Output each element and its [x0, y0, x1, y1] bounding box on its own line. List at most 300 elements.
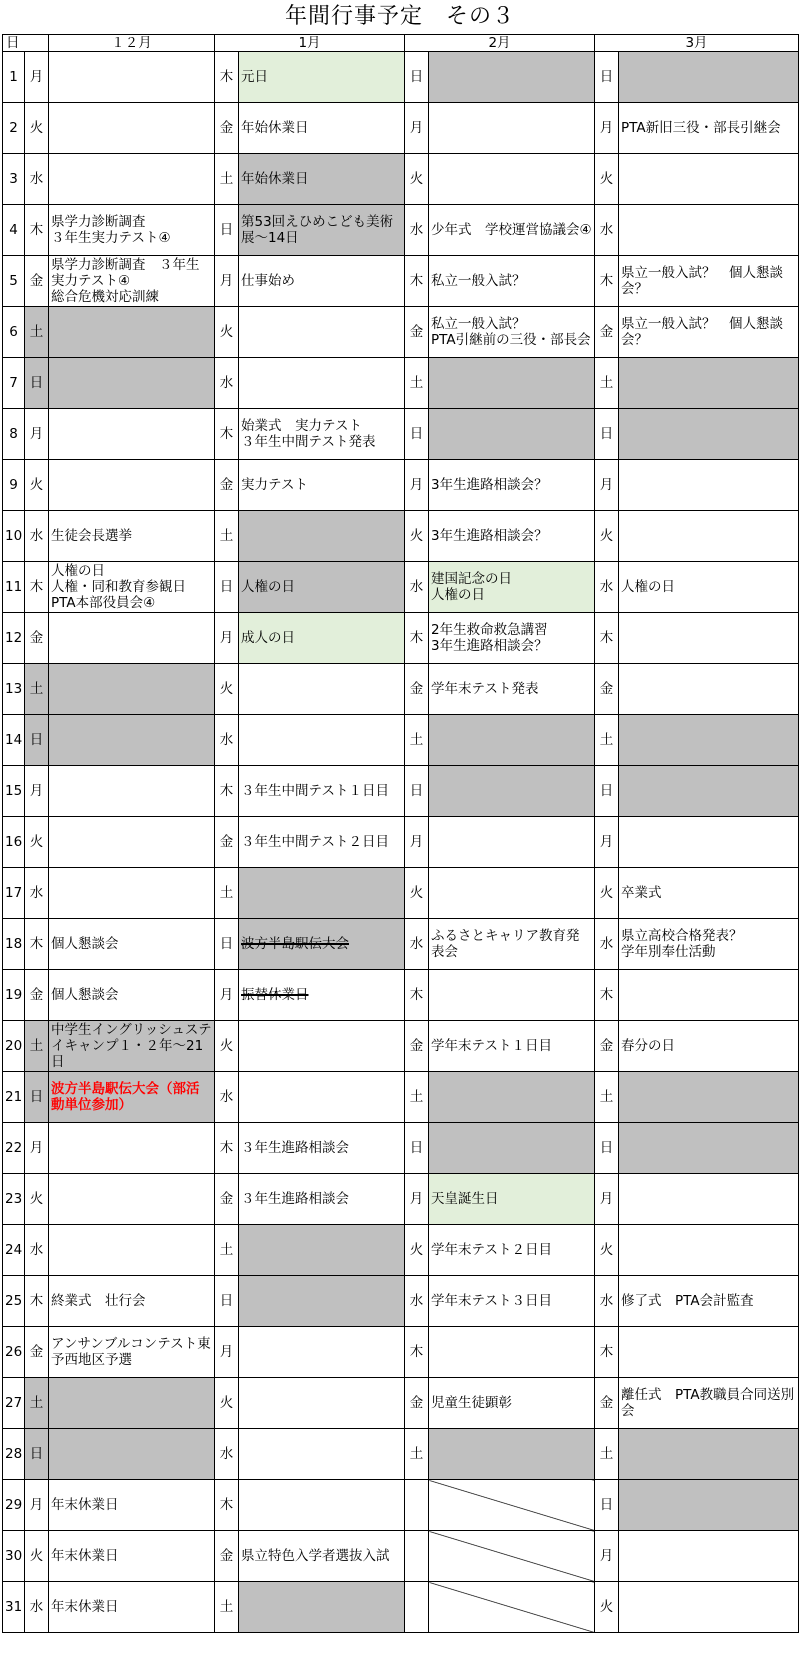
weekday-mar: 水 — [595, 1276, 619, 1327]
event-cell-mar — [619, 1327, 799, 1378]
day-number: 5 — [3, 256, 25, 307]
event-cell-feb — [429, 1021, 595, 1072]
day-number: 8 — [3, 409, 25, 460]
event-cell-jan — [239, 715, 405, 766]
event-cell-mar — [619, 868, 799, 919]
event-cell-feb — [429, 817, 595, 868]
table-row — [3, 307, 799, 358]
event-text: 私立一般入試？ — [431, 273, 526, 289]
table-row — [3, 358, 799, 409]
event-cell-feb — [429, 613, 595, 664]
event-cell-feb — [429, 1531, 595, 1582]
weekday-mar: 火 — [595, 511, 619, 562]
weekday-mar: 月 — [595, 1531, 619, 1582]
table-row — [3, 1327, 799, 1378]
weekday-dec: 月 — [25, 1123, 49, 1174]
event-cell-feb — [429, 256, 595, 307]
event-text: 県立一般入試？ 個人懇談会？ — [621, 316, 783, 348]
page-title: 年間行事予定 その３ — [284, 4, 515, 29]
table-row — [3, 103, 799, 154]
weekday-dec: 日 — [25, 715, 49, 766]
weekday-feb: 土 — [405, 358, 429, 409]
table-row — [3, 868, 799, 919]
table-row — [3, 1378, 799, 1429]
header-day: 日 — [3, 35, 49, 52]
schedule-table — [2, 34, 799, 1633]
event-cell-dec — [49, 205, 215, 256]
table-row — [3, 613, 799, 664]
event-cell-feb — [429, 1174, 595, 1225]
header-month-february: 2月 — [405, 35, 595, 52]
weekday-feb — [405, 1582, 429, 1633]
event-cell-feb — [429, 664, 595, 715]
event-cell-jan — [239, 154, 405, 205]
event-text: 建国記念の日 人権の日 — [431, 571, 512, 603]
event-cell-jan — [239, 409, 405, 460]
event-cell-jan — [239, 1531, 405, 1582]
day-number: 11 — [3, 562, 25, 613]
day-number: 17 — [3, 868, 25, 919]
event-text: 私立一般入試？ PTA引継前の三役・部長会 — [431, 316, 591, 348]
day-number: 21 — [3, 1072, 25, 1123]
event-text: 学年末テスト２日目 — [431, 1242, 552, 1258]
event-cell-jan — [239, 1276, 405, 1327]
event-cell-dec — [49, 307, 215, 358]
event-cell-dec — [49, 1582, 215, 1633]
event-cell-mar — [619, 1174, 799, 1225]
weekday-jan: 水 — [215, 715, 239, 766]
table-row — [3, 715, 799, 766]
event-cell-mar — [619, 1276, 799, 1327]
weekday-jan: 木 — [215, 409, 239, 460]
weekday-dec: 日 — [25, 358, 49, 409]
weekday-mar: 火 — [595, 154, 619, 205]
event-cell-feb — [429, 1378, 595, 1429]
event-cell-jan — [239, 1174, 405, 1225]
weekday-dec: 水 — [25, 1582, 49, 1633]
day-number: 9 — [3, 460, 25, 511]
event-cell-dec — [49, 766, 215, 817]
event-cell-dec — [49, 103, 215, 154]
weekday-jan: 火 — [215, 664, 239, 715]
weekday-jan: 木 — [215, 1123, 239, 1174]
weekday-feb: 火 — [405, 511, 429, 562]
weekday-mar: 日 — [595, 409, 619, 460]
event-cell-jan — [239, 970, 405, 1021]
day-number: 24 — [3, 1225, 25, 1276]
weekday-jan: 土 — [215, 1582, 239, 1633]
weekday-mar: 土 — [595, 1072, 619, 1123]
day-number: 18 — [3, 919, 25, 970]
event-text: 県立特色入学者選抜入試 — [241, 1548, 390, 1564]
day-number: 16 — [3, 817, 25, 868]
weekday-mar: 火 — [595, 868, 619, 919]
weekday-dec: 火 — [25, 1174, 49, 1225]
weekday-jan: 木 — [215, 52, 239, 103]
event-cell-jan — [239, 1480, 405, 1531]
day-number: 15 — [3, 766, 25, 817]
weekday-feb: 日 — [405, 1123, 429, 1174]
event-text: 年始休業日 — [241, 120, 309, 136]
weekday-mar: 日 — [595, 766, 619, 817]
day-number: 13 — [3, 664, 25, 715]
event-cell-mar — [619, 1072, 799, 1123]
weekday-dec: 金 — [25, 1327, 49, 1378]
event-text: 学年末テスト発表 — [431, 681, 539, 697]
table-row — [3, 409, 799, 460]
weekday-mar: 水 — [595, 562, 619, 613]
event-cell-mar — [619, 1480, 799, 1531]
weekday-dec: 木 — [25, 562, 49, 613]
table-row — [3, 1582, 799, 1633]
event-cell-dec — [49, 256, 215, 307]
event-cell-mar — [619, 613, 799, 664]
event-text: 終業式 壮行会 — [51, 1293, 146, 1309]
day-number: 6 — [3, 307, 25, 358]
event-cell-jan — [239, 307, 405, 358]
event-cell-mar — [619, 511, 799, 562]
event-cell-dec — [49, 715, 215, 766]
event-text: 人権の日 人権・同和教育参観日 PTA本部役員会④ — [51, 563, 186, 611]
event-cell-mar — [619, 970, 799, 1021]
event-cell-dec — [49, 664, 215, 715]
event-cell-dec — [49, 358, 215, 409]
header-month-december: １２月 — [49, 35, 215, 52]
header-month-march: 3月 — [595, 35, 799, 52]
day-number: 22 — [3, 1123, 25, 1174]
weekday-jan: 火 — [215, 307, 239, 358]
event-cell-mar — [619, 103, 799, 154]
event-cell-mar — [619, 1225, 799, 1276]
event-text: 実力テスト — [241, 477, 308, 493]
weekday-dec: 木 — [25, 1276, 49, 1327]
event-cell-mar — [619, 1123, 799, 1174]
event-cell-jan — [239, 562, 405, 613]
weekday-feb: 火 — [405, 154, 429, 205]
event-cell-feb — [429, 154, 595, 205]
event-cell-feb — [429, 766, 595, 817]
event-cell-dec — [49, 613, 215, 664]
weekday-jan: 土 — [215, 511, 239, 562]
weekday-mar: 土 — [595, 715, 619, 766]
table-row — [3, 256, 799, 307]
event-text: ３年生進路相談会 — [241, 1140, 349, 1156]
event-text: 第53回えひめこども美術展～14日 — [241, 214, 394, 246]
table-row — [3, 1021, 799, 1072]
weekday-mar: 水 — [595, 205, 619, 256]
weekday-jan: 土 — [215, 154, 239, 205]
event-text: 学年末テスト１日目 — [431, 1038, 552, 1054]
day-number: 28 — [3, 1429, 25, 1480]
weekday-feb: 火 — [405, 868, 429, 919]
event-text: 春分の日 — [621, 1038, 675, 1054]
event-text: PTA新旧三役・部長引継会 — [621, 120, 781, 136]
event-cell-mar — [619, 715, 799, 766]
weekday-feb — [405, 1480, 429, 1531]
weekday-feb: 木 — [405, 1327, 429, 1378]
event-cell-feb — [429, 103, 595, 154]
event-cell-mar — [619, 1531, 799, 1582]
event-text: 年末休業日 — [51, 1548, 119, 1564]
event-text: アンサンブルコンテスト東予西地区予選 — [51, 1336, 211, 1368]
weekday-dec: 火 — [25, 460, 49, 511]
event-text: 3年生進路相談会？ — [431, 528, 548, 544]
weekday-dec: 月 — [25, 1480, 49, 1531]
event-cell-jan — [239, 460, 405, 511]
event-cell-jan — [239, 1429, 405, 1480]
day-number: 26 — [3, 1327, 25, 1378]
event-text: 県立高校合格発表？ 学年別奉仕活動 — [621, 928, 743, 960]
event-cell-feb — [429, 970, 595, 1021]
table-row — [3, 205, 799, 256]
event-cell-dec — [49, 1174, 215, 1225]
weekday-feb: 日 — [405, 409, 429, 460]
weekday-dec: 金 — [25, 256, 49, 307]
weekday-jan: 金 — [215, 460, 239, 511]
table-row — [3, 1480, 799, 1531]
event-cell-jan — [239, 817, 405, 868]
event-cell-dec — [49, 1429, 215, 1480]
event-cell-jan — [239, 1582, 405, 1633]
event-text: 少年式 学校運営協議会④ — [431, 222, 592, 238]
weekday-feb: 水 — [405, 562, 429, 613]
weekday-mar: 月 — [595, 1174, 619, 1225]
event-cell-jan — [239, 1123, 405, 1174]
weekday-dec: 木 — [25, 919, 49, 970]
weekday-dec: 土 — [25, 664, 49, 715]
header-row — [3, 35, 799, 52]
event-text: 個人懇談会 — [51, 936, 119, 952]
weekday-mar: 金 — [595, 664, 619, 715]
weekday-feb: 土 — [405, 1072, 429, 1123]
table-row — [3, 1276, 799, 1327]
weekday-jan: 月 — [215, 970, 239, 1021]
day-number: 12 — [3, 613, 25, 664]
weekday-dec: 金 — [25, 613, 49, 664]
event-text: 天皇誕生日 — [431, 1191, 499, 1207]
weekday-dec: 月 — [25, 52, 49, 103]
weekday-dec: 土 — [25, 1021, 49, 1072]
day-number: 23 — [3, 1174, 25, 1225]
event-cell-dec — [49, 868, 215, 919]
event-text: 波方半島駅伝大会（部活動単位参加） — [51, 1081, 200, 1113]
day-number: 20 — [3, 1021, 25, 1072]
event-cell-mar — [619, 256, 799, 307]
event-text: 修了式 PTA会計監査 — [621, 1293, 754, 1309]
event-cell-dec — [49, 1531, 215, 1582]
event-text: 波方半島駅伝大会 — [241, 936, 349, 952]
table-row — [3, 919, 799, 970]
event-text: ３年生中間テスト２日目 — [241, 834, 389, 850]
weekday-dec: 金 — [25, 970, 49, 1021]
weekday-dec: 土 — [25, 1378, 49, 1429]
table-row — [3, 1225, 799, 1276]
event-cell-mar — [619, 1021, 799, 1072]
day-number: 27 — [3, 1378, 25, 1429]
weekday-mar: 木 — [595, 256, 619, 307]
event-text: 児童生徒顕彰 — [431, 1395, 512, 1411]
event-cell-feb — [429, 715, 595, 766]
event-cell-mar — [619, 766, 799, 817]
event-cell-dec — [49, 52, 215, 103]
weekday-mar: 日 — [595, 1123, 619, 1174]
event-cell-mar — [619, 307, 799, 358]
weekday-mar: 火 — [595, 1225, 619, 1276]
event-cell-jan — [239, 511, 405, 562]
weekday-dec: 日 — [25, 1429, 49, 1480]
day-number: 4 — [3, 205, 25, 256]
event-cell-jan — [239, 919, 405, 970]
day-number: 30 — [3, 1531, 25, 1582]
event-cell-feb — [429, 1327, 595, 1378]
event-cell-jan — [239, 613, 405, 664]
event-cell-feb — [429, 562, 595, 613]
event-cell-feb — [429, 868, 595, 919]
weekday-dec: 水 — [25, 868, 49, 919]
event-text: ３年生進路相談会 — [241, 1191, 349, 1207]
day-number: 2 — [3, 103, 25, 154]
event-cell-feb — [429, 1072, 595, 1123]
event-cell-dec — [49, 562, 215, 613]
weekday-mar: 日 — [595, 52, 619, 103]
table-row — [3, 460, 799, 511]
table-row — [3, 817, 799, 868]
day-number: 31 — [3, 1582, 25, 1633]
weekday-dec: 水 — [25, 511, 49, 562]
weekday-mar: 土 — [595, 1429, 619, 1480]
weekday-feb: 月 — [405, 103, 429, 154]
event-cell-dec — [49, 1072, 215, 1123]
event-cell-dec — [49, 1276, 215, 1327]
table-row — [3, 1174, 799, 1225]
event-cell-dec — [49, 1378, 215, 1429]
event-cell-feb — [429, 919, 595, 970]
event-cell-feb — [429, 1429, 595, 1480]
event-cell-feb — [429, 1582, 595, 1633]
weekday-dec: 土 — [25, 307, 49, 358]
weekday-feb: 金 — [405, 664, 429, 715]
event-text: 個人懇談会 — [51, 987, 119, 1003]
weekday-feb: 金 — [405, 1378, 429, 1429]
day-number: 10 — [3, 511, 25, 562]
weekday-dec: 日 — [25, 1072, 49, 1123]
event-cell-dec — [49, 409, 215, 460]
weekday-feb: 金 — [405, 307, 429, 358]
event-text: 県立一般入試？ 個人懇談会？ — [621, 265, 783, 297]
event-text: 卒業式 — [621, 885, 662, 901]
event-text: 3年生進路相談会？ — [431, 477, 548, 493]
weekday-mar: 金 — [595, 1021, 619, 1072]
weekday-jan: 金 — [215, 817, 239, 868]
event-cell-feb — [429, 358, 595, 409]
weekday-jan: 月 — [215, 256, 239, 307]
event-cell-mar — [619, 154, 799, 205]
event-cell-dec — [49, 919, 215, 970]
event-text: 人権の日 — [241, 579, 295, 595]
weekday-jan: 水 — [215, 1429, 239, 1480]
event-cell-mar — [619, 358, 799, 409]
weekday-dec: 火 — [25, 103, 49, 154]
event-cell-dec — [49, 817, 215, 868]
event-cell-jan — [239, 52, 405, 103]
weekday-mar: 土 — [595, 358, 619, 409]
event-text: 振替休業日 — [241, 987, 309, 1003]
weekday-jan: 土 — [215, 868, 239, 919]
weekday-feb: 日 — [405, 766, 429, 817]
event-text: 人権の日 — [621, 579, 675, 595]
event-cell-mar — [619, 1429, 799, 1480]
weekday-mar: 金 — [595, 1378, 619, 1429]
event-cell-feb — [429, 1123, 595, 1174]
weekday-feb: 水 — [405, 919, 429, 970]
weekday-mar: 木 — [595, 970, 619, 1021]
weekday-jan: 金 — [215, 103, 239, 154]
weekday-feb — [405, 1531, 429, 1582]
event-cell-dec — [49, 1480, 215, 1531]
event-cell-dec — [49, 1021, 215, 1072]
event-cell-feb — [429, 205, 595, 256]
table-row — [3, 154, 799, 205]
event-cell-feb — [429, 511, 595, 562]
table-row — [3, 1072, 799, 1123]
weekday-feb: 木 — [405, 613, 429, 664]
weekday-feb: 土 — [405, 715, 429, 766]
weekday-feb: 木 — [405, 256, 429, 307]
event-cell-jan — [239, 1378, 405, 1429]
event-text: 年末休業日 — [51, 1599, 119, 1615]
event-text: 中学生イングリッシュステイキャンプ１・２年～21日 — [51, 1022, 212, 1070]
weekday-jan: 水 — [215, 1072, 239, 1123]
weekday-feb: 日 — [405, 52, 429, 103]
event-text: 学年末テスト３日目 — [431, 1293, 552, 1309]
weekday-dec: 水 — [25, 1225, 49, 1276]
day-number: 29 — [3, 1480, 25, 1531]
event-text: 成人の日 — [241, 630, 295, 646]
weekday-dec: 火 — [25, 1531, 49, 1582]
event-cell-feb — [429, 1480, 595, 1531]
weekday-jan: 土 — [215, 1225, 239, 1276]
event-cell-mar — [619, 205, 799, 256]
event-cell-mar — [619, 562, 799, 613]
weekday-feb: 火 — [405, 1225, 429, 1276]
event-cell-jan — [239, 1327, 405, 1378]
weekday-mar: 月 — [595, 103, 619, 154]
weekday-feb: 土 — [405, 1429, 429, 1480]
event-cell-dec — [49, 154, 215, 205]
weekday-dec: 水 — [25, 154, 49, 205]
event-cell-mar — [619, 460, 799, 511]
table-row — [3, 511, 799, 562]
weekday-jan: 金 — [215, 1174, 239, 1225]
event-cell-jan — [239, 868, 405, 919]
event-cell-jan — [239, 766, 405, 817]
weekday-feb: 金 — [405, 1021, 429, 1072]
event-cell-dec — [49, 511, 215, 562]
table-row — [3, 766, 799, 817]
event-cell-jan — [239, 664, 405, 715]
event-cell-feb — [429, 460, 595, 511]
table-row — [3, 1531, 799, 1582]
weekday-mar: 日 — [595, 1480, 619, 1531]
weekday-feb: 水 — [405, 1276, 429, 1327]
event-cell-mar — [619, 409, 799, 460]
weekday-dec: 月 — [25, 766, 49, 817]
day-number: 14 — [3, 715, 25, 766]
event-cell-dec — [49, 1327, 215, 1378]
event-cell-dec — [49, 1123, 215, 1174]
event-text: 離任式 PTA教職員合同送別会 — [621, 1387, 795, 1419]
table-row — [3, 1123, 799, 1174]
